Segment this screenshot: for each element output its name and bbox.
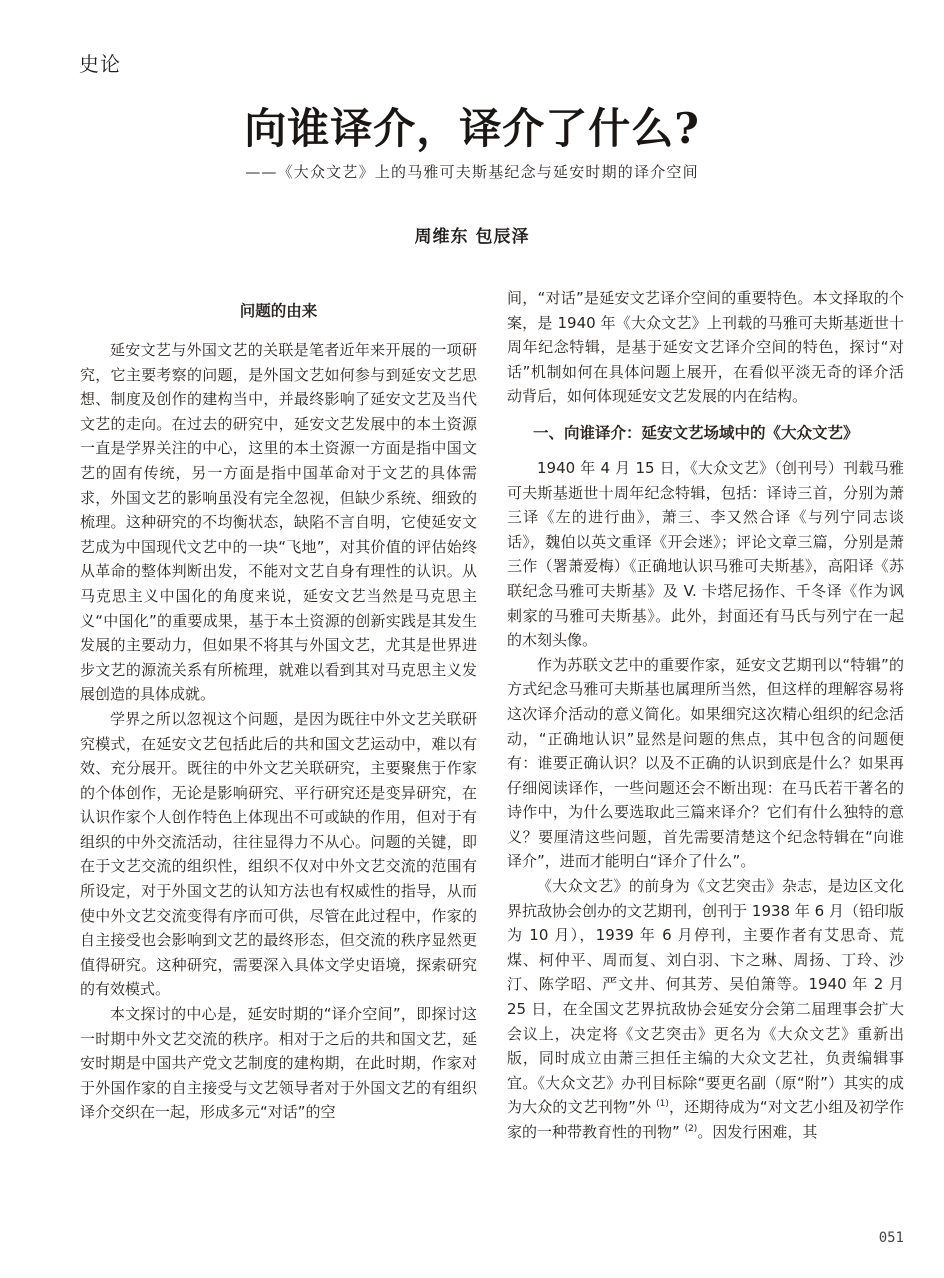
page-number: 051 <box>878 1230 904 1246</box>
section-heading-one: 一、向谁译介：延安文艺场域中的《大众文艺》 <box>533 423 859 442</box>
paragraph: 1940 年 4 月 15 日，《大众文艺》（创刊号）刊载马雅可夫斯基逝世十周年纪念特辑，包括：译诗三首，分别为萧三译《左的进行曲》，萧三、李又然合译《与列宁同志谈话》，魏伯以英文重译《开会迷》；评论文章三篇，分别是萧三作（署萧爱梅）《正确地认识马雅可夫斯基》，高阳译《苏联纪念马雅可夫斯基》及 V. 卡塔尼扬作、千冬译《作为讽刺家的马雅可夫斯基》。此外，封面还有马氏与列宁在一起的木刻头像。 <box>507 458 904 650</box>
paragraph-text: 《大众文艺》的前身为《文艺突击》杂志，是边区文化界抗敌协会创办的文艺期刊，创刊于 1938 年 6 月（铅印版为 10 月），1939 年 6 月停刊，主要作者有艾思奇、荒煤、柯仲平、周而复、刘白羽、卞之琳、周扬、丁玲、沙汀、陈学昭、严文井、何其芳、吴伯箫等。1940 年 2 月 25 日，在全国文艺界抗敌协会延安分会第二届理事会扩大会议上，决定将《文艺突击》更名为《大众文艺》重新出版，同时成立由萧三担任主编的大众文艺社，负责编辑事宜。《大众文艺》办刊目标除“要更名副（原“附”）其实的成为大众的文艺刊物”外 <box>507 877 904 1117</box>
article-authors: 周维东 包辰泽 <box>414 227 530 247</box>
section-tag: 史论 <box>79 52 121 76</box>
footnote-marker-2[interactable]: (2) <box>684 1124 698 1134</box>
paragraph: 延安文艺与外国文艺的关联是笔者近年来开展的一项研究，它主要考察的问题，是外国文艺如何参与到延安文艺思想、制度及创作的建构当中，并最终影响了延安文艺及当代文艺的走向。在过去的研究中，延安文艺发展中的本土资源一直是学界关注的中心，这里的本土资源一方面是指中国文艺的固有传统，另一方面是指中国革命对于文艺的具体需求，外国文艺的影响虽没有完全忽视，但缺少系统、细致的梳理。这种研究的不均衡状态，缺陷不言自明，它使延安文艺成为中国现代文艺中的一块“飞地”，对其价值的评估始终从革命的整体判断出发，不能对文艺自身有理性的认识。从马克思主义中国化的角度来说，延安文艺当然是马克思主义“中国化”的重要成果，基于本土资源的创新实践是其发生发展的主要动力，但如果不将其与外国文艺，尤其是世界进步文艺的源流关系有所梳理，就难以看到其对马克思主义发展创造的具体成就。 <box>80 341 477 704</box>
paragraph-text: 。因发行困难，其 <box>697 1123 818 1141</box>
footnote-marker-1[interactable]: (1) <box>656 1099 669 1110</box>
paragraph-text: ，还期待成为“对文艺小组及初学作家的一种带教育性的刊物” <box>507 1098 904 1141</box>
left-column <box>80 286 477 1125</box>
article-title: 向谁译介，译介了什么? <box>244 104 700 153</box>
section-heading-origin: 问题的由来 <box>239 302 318 320</box>
paragraph <box>507 874 904 1145</box>
article-subtitle: ——《大众文艺》上的马雅可夫斯基纪念与延安时期的译介空间 <box>245 163 699 181</box>
paragraph-continued: 间，“对话”是延安文艺译介空间的重要特色。本文择取的个案，是 1940 年《大众文艺》上刊载的马雅可夫斯基逝世十周年纪念特辑，是基于延安文艺译介空间的特色，探讨“对话”机制如何在具体问题上展开，在看似平淡无奇的译介活动背后，如何体现延安文艺发展的内在结构。 <box>507 289 904 406</box>
right-column <box>507 286 904 1145</box>
paragraph: 本文探讨的中心是，延安时期的“译介空间”，即探讨这一时期中外文艺交流的秩序。相对于之后的共和国文艺，延安时期是中国共产党文艺制度的建构期，在此时期，作家对于外国作家的自主接受与文艺领导者对于外国文艺的有组织译介交织在一起，形成多元“对话”的空 <box>80 1005 477 1122</box>
paragraph: 作为苏联文艺中的重要作家，延安文艺期刊以“特辑”的方式纪念马雅可夫斯基也属理所当然，但这样的理解容易将这次译介活动的意义简化。如果细究这次精心组织的纪念活动，“正确地认识”显然是问题的焦点，其中包含的问题便有：谁要正确认识？以及不正确的认识到底是什么？如果再仔细阅读译作，一些问题还会不断出现：在马氏若干著名的诗作中，为什么要选取此三篇来译介？它们有什么独特的意义？要厘清这些问题，首先需要清楚这个纪念特辑在“向谁译介”，进而才能明白“译介了什么”。 <box>507 655 904 871</box>
paragraph: 学界之所以忽视这个问题，是因为既往中外文艺关联研究模式，在延安文艺包括此后的共和国文艺运动中，难以有效、充分展开。既往的中外文艺关联研究，主要聚焦于作家的个体创作，无论是影响研究、平行研究还是变异研究，在认识作家个人创作特色上体现出不可或缺的作用，但对于有组织的中外交流活动，往往显得力不从心。问题的关键，即在于文艺交流的组织性，组织不仅对中外文艺交流的范围有所设定，对于外国文艺的认知方法也有权威性的指导，从而使中外文艺交流变得有序而可供，尽管在此过程中，作家的自主接受也会影响到文艺的最终形态，但交流的秩序显然更值得研究。这种研究，需要深入具体文学史语境，探索研究的有效模式。 <box>80 709 477 999</box>
